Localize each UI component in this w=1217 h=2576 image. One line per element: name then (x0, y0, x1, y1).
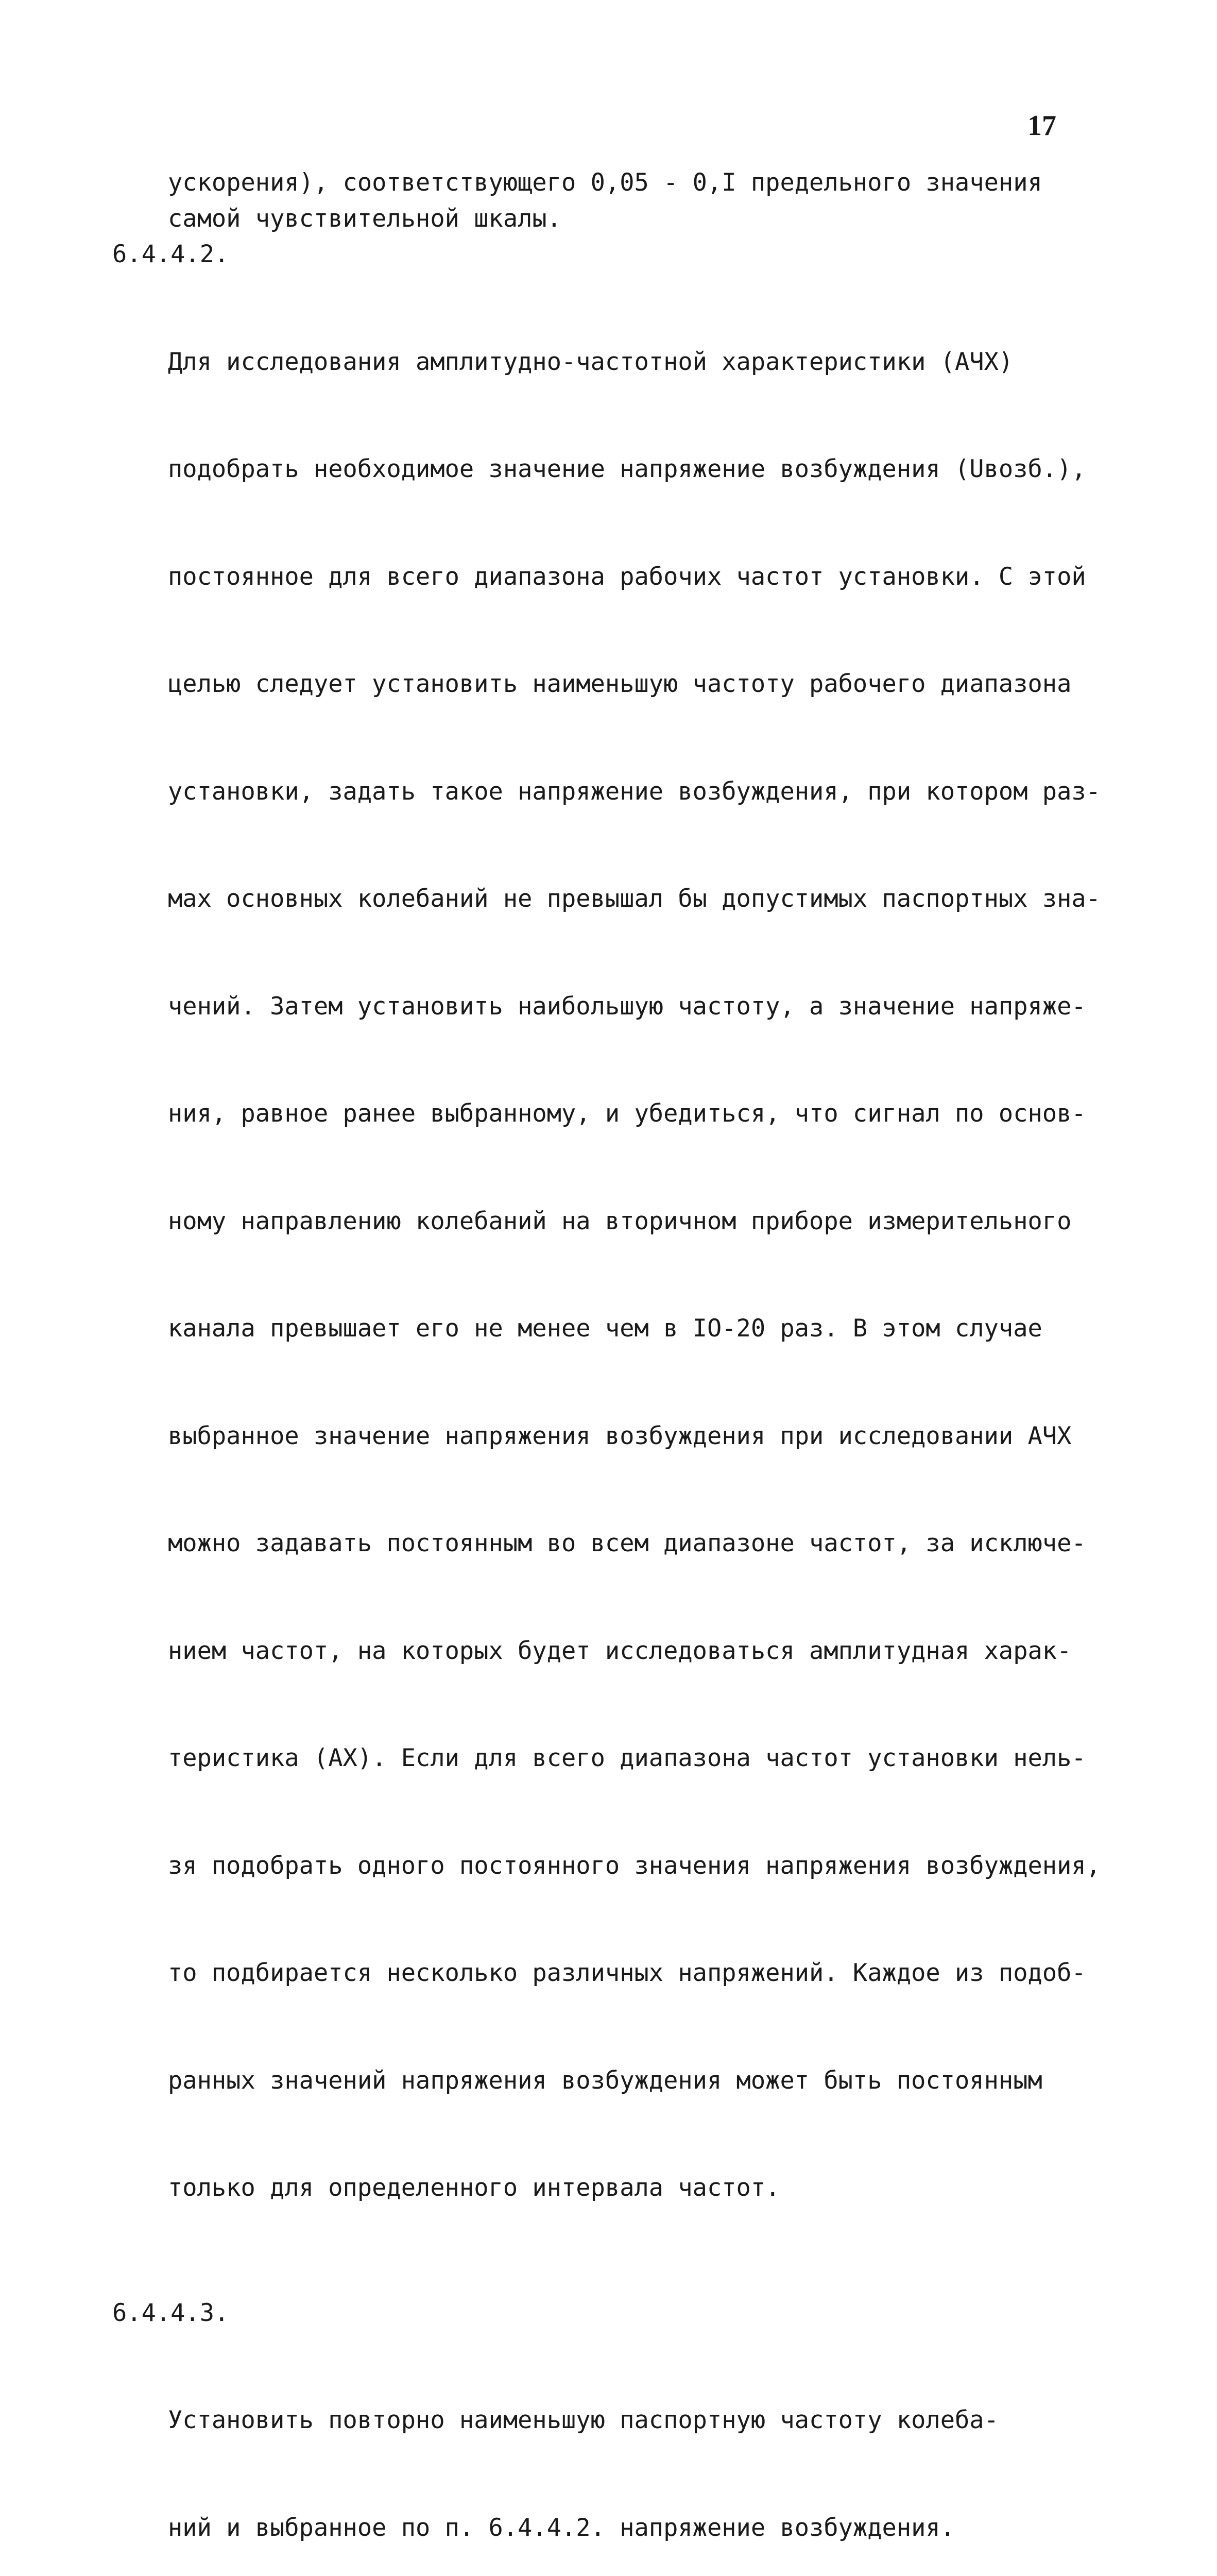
intro-line: самой чувствительной шкалы. (0, 201, 1217, 237)
document-body (0, 165, 1217, 2576)
section-line: канала превышает его не менее чем в IO-20 раз. В этом случае (168, 1311, 1217, 1347)
section-number: 6.4.4.2. (112, 236, 229, 273)
section-line: можно задавать постоянным во всем диапазоне частот, за исключе- (168, 1526, 1217, 1562)
section-line: ний и выбранное по п. 6.4.4.2. напряжение возбуждения. (168, 2510, 1217, 2546)
section-line: мах основных колебаний не превышал бы допустимых паспортных зна- (168, 881, 1217, 917)
intro-line: ускорения), соответствующего 0,05 - 0,I предельного значения (0, 165, 1217, 201)
section-line: теристика (АХ). Если для всего диапазона частот установки нель- (168, 1740, 1217, 1776)
section-line: Установить повторно наименьшую паспортную частоту колеба- (168, 2402, 1217, 2438)
section-line: ранных значений напряжения возбуждения может быть постоянным (168, 2063, 1217, 2099)
section-line: ния, равное ранее выбранному, и убедиться, что сигнал по основ- (168, 1096, 1217, 1132)
section-6-4-4-3 (0, 2295, 1217, 2576)
section-line: выбранное значение напряжения возбуждения при исследовании АЧХ (168, 1418, 1217, 1454)
section-6-4-4-2 (0, 236, 1217, 2278)
section-line: ному направлению колебаний на вторичном приборе измерительного (168, 1204, 1217, 1240)
section-line: подобрать необходимое значение напряжение возбуждения (Uвозб.), (168, 451, 1217, 487)
section-line: зя подобрать одного постоянного значения напряжения возбуждения, (168, 1848, 1217, 1884)
section-line: нием частот, на которых будет исследоваться амплитудная харак- (168, 1633, 1217, 1669)
section-line: постоянное для всего диапазона рабочих частот установки. С этой (168, 559, 1217, 595)
section-line: чений. Затем установить наибольшую частоту, а значение напряже- (168, 989, 1217, 1025)
section-line: только для определенного интервала частот. (168, 2170, 1217, 2206)
section-line: целью следует установить наименьшую частоту рабочего диапазона (168, 666, 1217, 702)
section-line: установки, задать такое напряжение возбуждения, при котором раз- (168, 774, 1217, 810)
section-line: то подбирается несколько различных напряжений. Каждое из подоб- (168, 1955, 1217, 1991)
section-number: 6.4.4.3. (112, 2295, 229, 2331)
page-number: 17 (1027, 109, 1056, 142)
section-line: Для исследования амплитудно-частотной характеристики (АЧХ) (168, 344, 1217, 380)
